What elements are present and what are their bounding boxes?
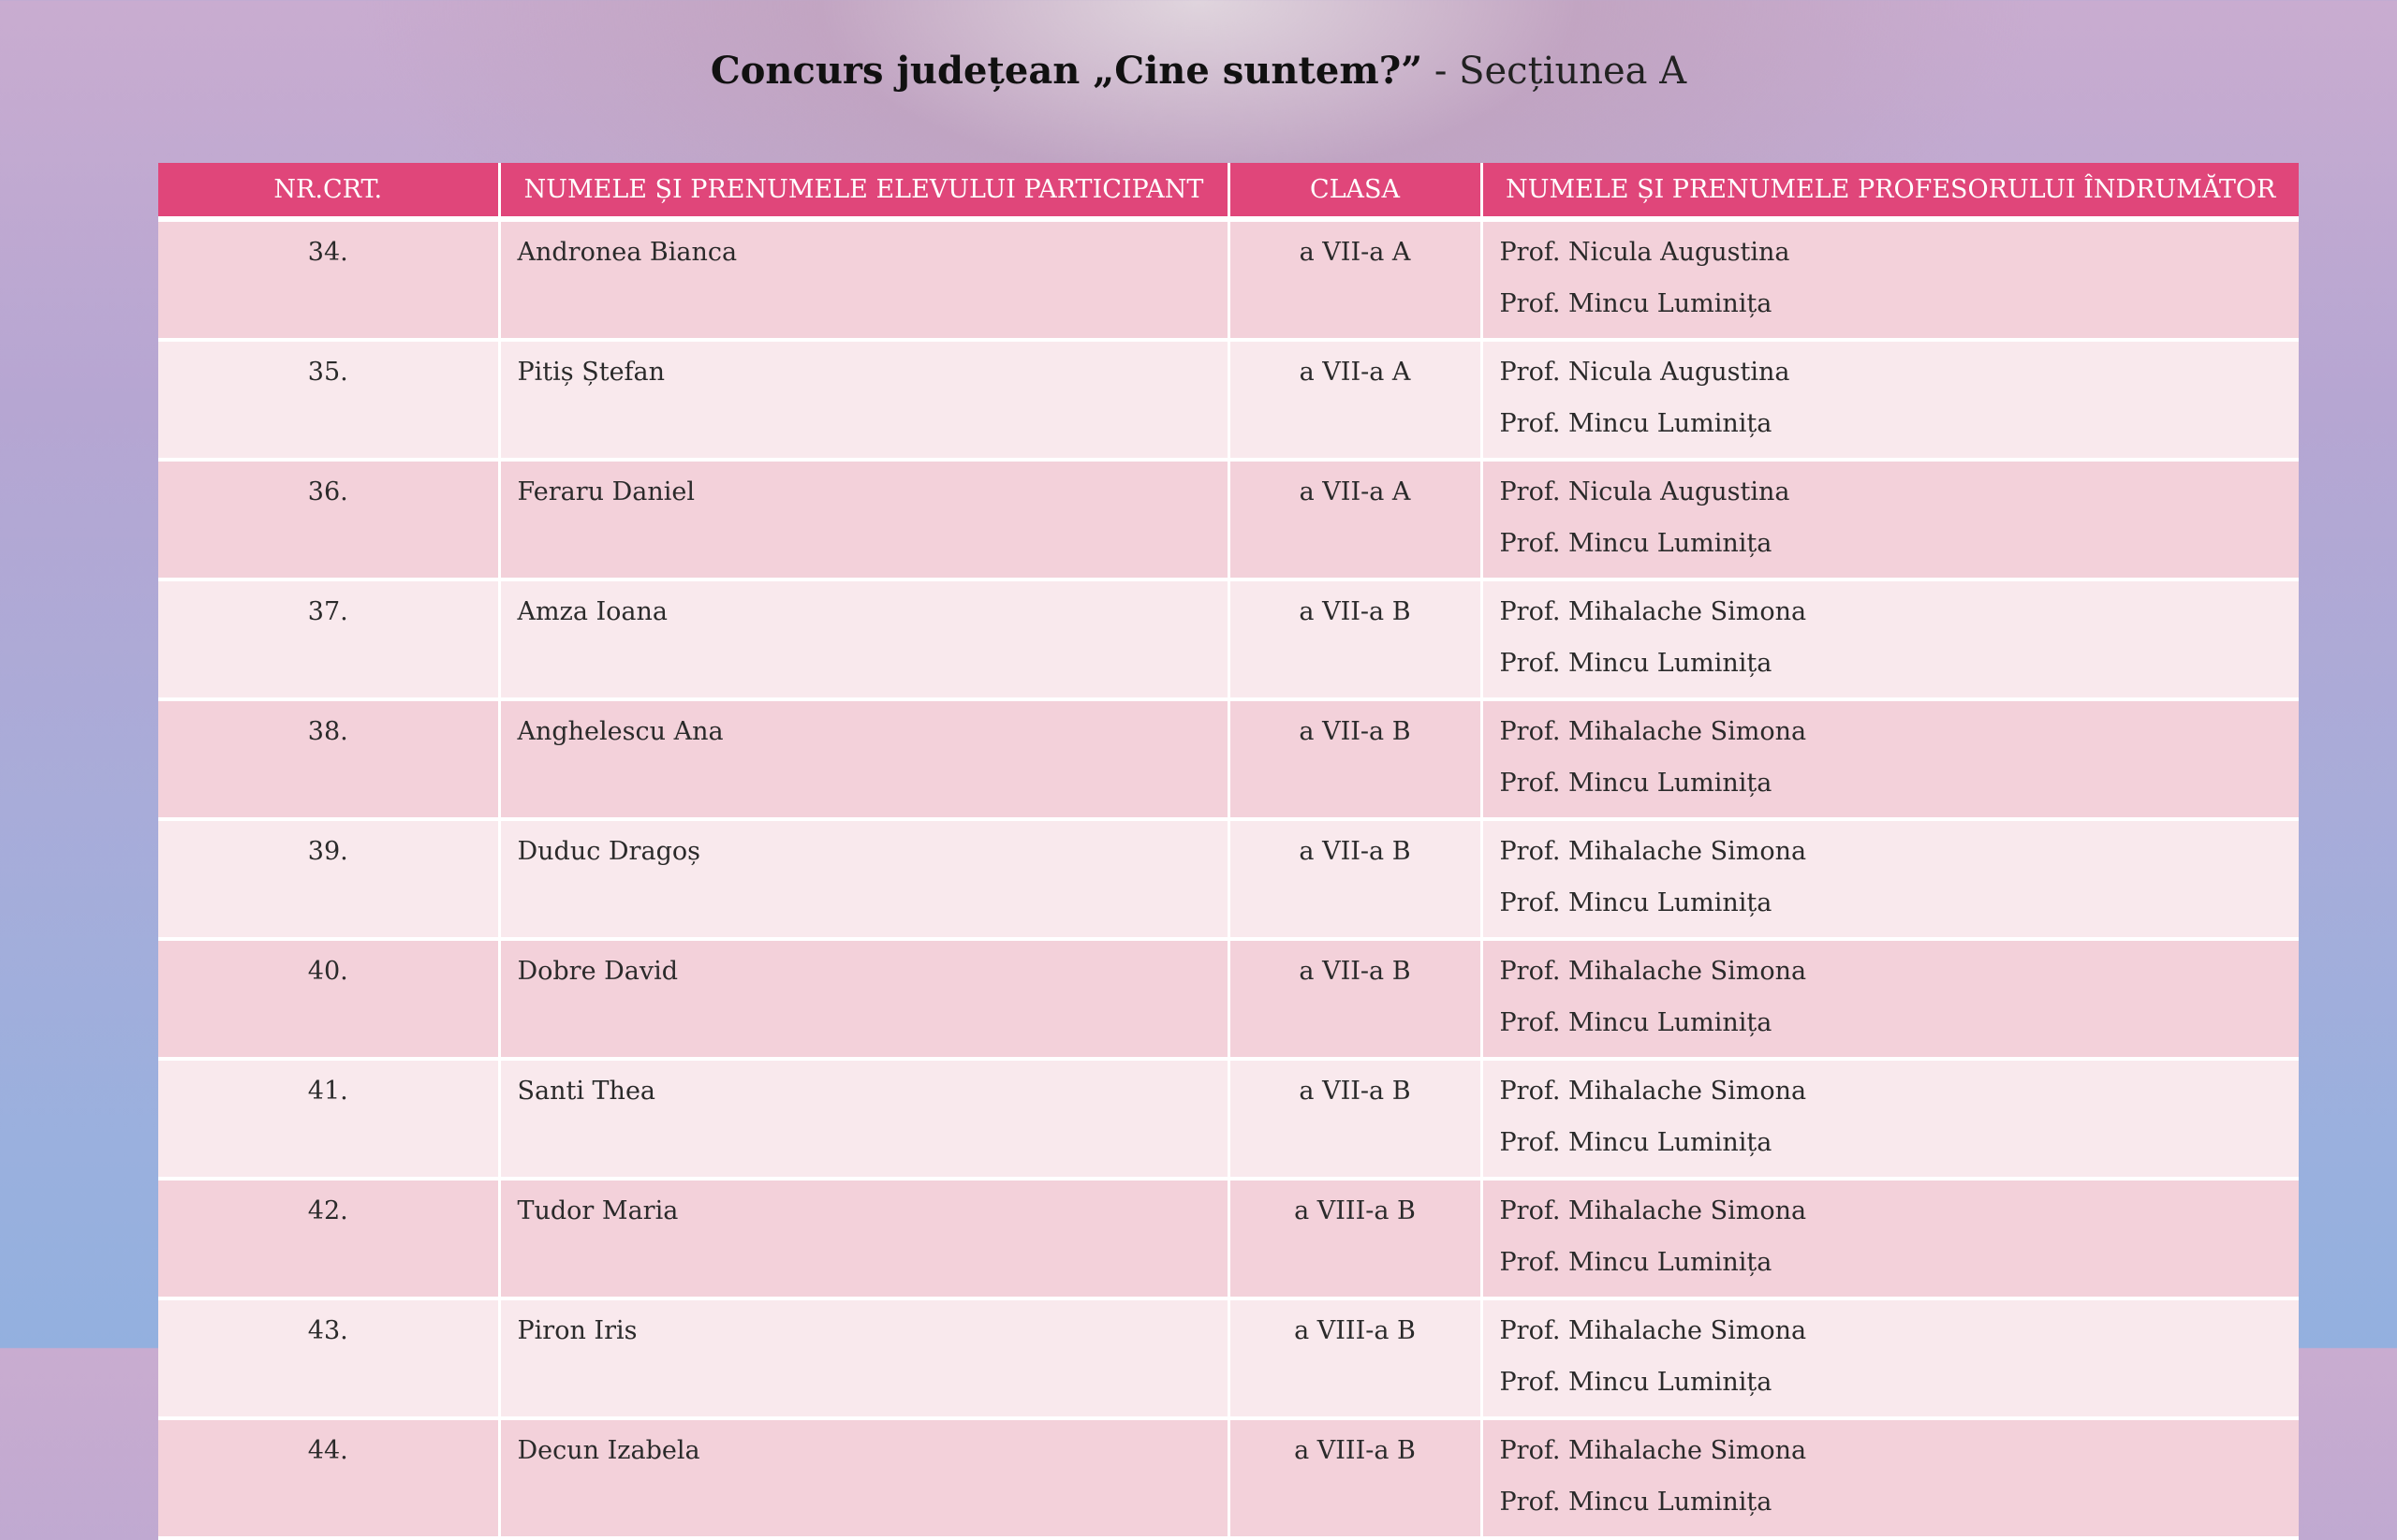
cell-class <box>1228 699 1481 819</box>
teacher-1: Prof. Nicula Augustina <box>1499 358 1790 387</box>
cell-class <box>1228 1059 1481 1179</box>
teacher-2: Prof. Mincu Luminița <box>1499 888 1772 917</box>
student-name: Duduc Dragoș <box>517 837 700 866</box>
cell-student <box>499 219 1228 340</box>
table-header <box>158 163 2299 219</box>
cell-teachers <box>1481 819 2299 939</box>
table-row <box>158 819 2299 939</box>
table-row <box>158 219 2299 340</box>
teacher-2: Prof. Mincu Luminița <box>1499 1248 1772 1277</box>
teacher-1: Prof. Nicula Augustina <box>1499 238 1790 267</box>
table-row <box>158 1059 2299 1179</box>
cell-class <box>1228 1179 1481 1298</box>
nr-text: 42. <box>307 1196 348 1225</box>
nr-text: 38. <box>307 717 348 746</box>
cell-nr <box>158 1179 499 1298</box>
table-row <box>158 460 2299 579</box>
teacher-1: Prof. Mihalache Simona <box>1499 1436 1807 1465</box>
nr-text: 39. <box>307 837 348 866</box>
cell-nr <box>158 939 499 1059</box>
cell-class <box>1228 460 1481 579</box>
cell-nr <box>158 699 499 819</box>
cell-class <box>1228 939 1481 1059</box>
cell-class <box>1228 1298 1481 1418</box>
cell-nr <box>158 579 499 699</box>
nr-text: 43. <box>307 1316 348 1345</box>
cell-nr <box>158 819 499 939</box>
cell-student <box>499 1059 1228 1179</box>
cell-teachers <box>1481 1179 2299 1298</box>
student-name: Feraru Daniel <box>517 477 696 506</box>
table-row <box>158 1298 2299 1418</box>
participants-table-container <box>158 163 2299 1517</box>
title-main: Concurs județean „Cine suntem?” <box>710 49 1423 93</box>
cell-student <box>499 579 1228 699</box>
teacher-2: Prof. Mincu Luminița <box>1499 1368 1772 1397</box>
cell-student <box>499 1298 1228 1418</box>
page-title <box>0 49 2397 93</box>
cell-student <box>499 819 1228 939</box>
cell-student <box>499 1418 1228 1538</box>
nr-text: 35. <box>307 358 348 387</box>
cell-class <box>1228 819 1481 939</box>
cell-nr <box>158 460 499 579</box>
nr-text: 34. <box>307 238 348 267</box>
header-row <box>158 163 2299 219</box>
class-text: a VII-a B <box>1299 717 1411 746</box>
student-name: Pitiș Ștefan <box>517 358 666 387</box>
teacher-2: Prof. Mincu Luminița <box>1499 1128 1772 1157</box>
cell-student <box>499 460 1228 579</box>
cell-teachers <box>1481 939 2299 1059</box>
table-row <box>158 340 2299 460</box>
teacher-1: Prof. Mihalache Simona <box>1499 1316 1807 1345</box>
cell-class <box>1228 1418 1481 1538</box>
class-text: a VIII-a B <box>1294 1316 1416 1345</box>
teacher-2: Prof. Mincu Luminița <box>1499 769 1772 798</box>
teacher-1: Prof. Mihalache Simona <box>1499 717 1807 746</box>
teacher-2: Prof. Mincu Luminița <box>1499 289 1772 318</box>
class-text: a VII-a B <box>1299 1077 1411 1106</box>
class-text: a VII-a A <box>1299 358 1411 387</box>
student-name: Amza Ioana <box>517 597 669 626</box>
cell-nr <box>158 1059 499 1179</box>
teacher-1: Prof. Mihalache Simona <box>1499 1077 1807 1106</box>
cell-teachers <box>1481 1418 2299 1538</box>
cell-nr <box>158 1418 499 1538</box>
student-name: Tudor Maria <box>517 1196 679 1225</box>
student-name: Santi Thea <box>517 1077 656 1106</box>
student-name: Anghelescu Ana <box>517 717 724 746</box>
teacher-1: Prof. Nicula Augustina <box>1499 477 1790 506</box>
participants-table <box>158 163 2299 1540</box>
teacher-1: Prof. Mihalache Simona <box>1499 957 1807 986</box>
table-row <box>158 699 2299 819</box>
class-text: a VIII-a B <box>1294 1436 1416 1465</box>
cell-student <box>499 1179 1228 1298</box>
table-body <box>158 219 2299 1538</box>
class-text: a VII-a A <box>1299 477 1411 506</box>
title-section: - Secțiunea A <box>1422 50 1687 93</box>
cell-teachers <box>1481 340 2299 460</box>
cell-nr <box>158 340 499 460</box>
student-name: Andronea Bianca <box>517 238 738 267</box>
table-row <box>158 1179 2299 1298</box>
header-teacher-name: NUMELE ȘI PRENUMELE PROFESORULUI ÎNDRUMĂTOR <box>1481 163 2299 219</box>
cell-teachers <box>1481 699 2299 819</box>
table-row <box>158 939 2299 1059</box>
class-text: a VIII-a B <box>1294 1196 1416 1225</box>
teacher-2: Prof. Mincu Luminița <box>1499 409 1772 438</box>
class-text: a VII-a B <box>1299 957 1411 986</box>
class-text: a VII-a A <box>1299 238 1411 267</box>
teacher-2: Prof. Mincu Luminița <box>1499 1008 1772 1037</box>
cell-class <box>1228 219 1481 340</box>
teacher-1: Prof. Mihalache Simona <box>1499 837 1807 866</box>
teacher-1: Prof. Mihalache Simona <box>1499 1196 1807 1225</box>
cell-teachers <box>1481 460 2299 579</box>
teacher-2: Prof. Mincu Luminița <box>1499 649 1772 678</box>
cell-student <box>499 699 1228 819</box>
cell-student <box>499 939 1228 1059</box>
cell-nr <box>158 1298 499 1418</box>
teacher-2: Prof. Mincu Luminița <box>1499 1488 1772 1517</box>
header-nr-crt: NR.CRT. <box>158 163 499 219</box>
table-row <box>158 579 2299 699</box>
nr-text: 37. <box>307 597 348 626</box>
student-name: Decun Izabela <box>517 1436 700 1465</box>
student-name: Dobre David <box>517 957 679 986</box>
cell-teachers <box>1481 1059 2299 1179</box>
nr-text: 36. <box>307 477 348 506</box>
teacher-1: Prof. Mihalache Simona <box>1499 597 1807 626</box>
cell-nr <box>158 219 499 340</box>
cell-class <box>1228 340 1481 460</box>
nr-text: 40. <box>307 957 348 986</box>
teacher-2: Prof. Mincu Luminița <box>1499 529 1772 558</box>
cell-teachers <box>1481 1298 2299 1418</box>
class-text: a VII-a B <box>1299 837 1411 866</box>
cell-class <box>1228 579 1481 699</box>
cell-teachers <box>1481 219 2299 340</box>
cell-student <box>499 340 1228 460</box>
table-row <box>158 1418 2299 1538</box>
student-name: Piron Iris <box>517 1316 638 1345</box>
nr-text: 41. <box>307 1077 348 1106</box>
nr-text: 44. <box>307 1436 348 1465</box>
header-class: CLASA <box>1228 163 1481 219</box>
cell-teachers <box>1481 579 2299 699</box>
class-text: a VII-a B <box>1299 597 1411 626</box>
header-student-name: NUMELE ȘI PRENUMELE ELEVULUI PARTICIPANT <box>499 163 1228 219</box>
